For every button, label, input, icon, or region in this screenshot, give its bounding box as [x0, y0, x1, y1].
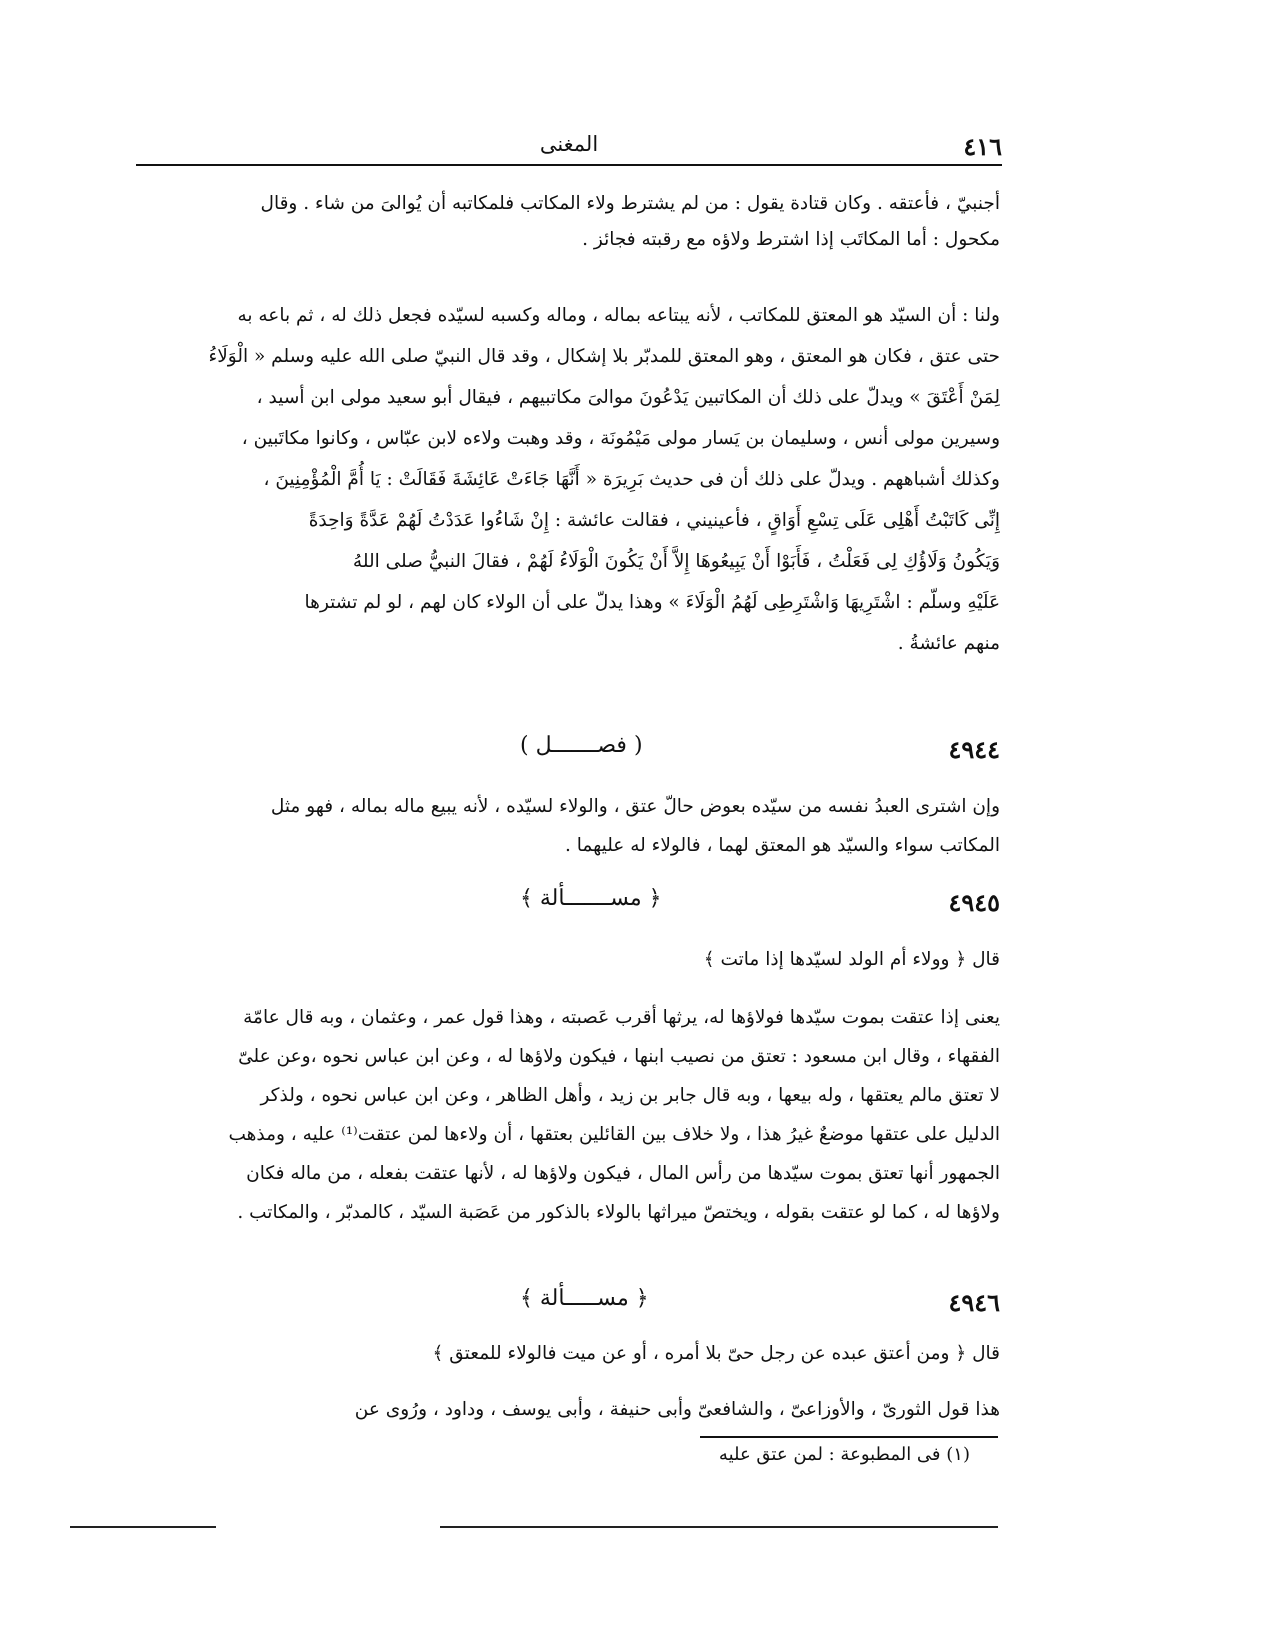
text-line: لا تعتق مالم يعتقها ، وله بيعها ، وبه قال جابر بن زيد ، وأهل الظاهر ، وعن ابن عباس نحوه ، ولذكر	[260, 1085, 1000, 1106]
text-line: الفقهاء ، وقال ابن مسعود : تعتق من نصيب ابنها ، فيكون ولاؤها له ، وعن ابن عباس نحوه ،وعن علىّ	[238, 1046, 1000, 1067]
section-heading	[140, 886, 1000, 926]
text-line: وكذلك أشباههم . ويدلّ على ذلك أن فى حديث بَرِيرَة « أَنَّهَا جَاءَتْ عَائِشَةَ فَقَالَتْ : يَا أُمَّ الْمُؤْمِنِينَ ،	[263, 469, 1000, 490]
page-header	[136, 132, 1002, 162]
text-line: لِمَنْ أَعْتَقَ » ويدلّ على ذلك أن المكاتبين يَدْعُونَ موالىَ مكاتبيهم ، فيقال أبو سعيد مولى ابن أسيد ،	[256, 387, 1000, 408]
bottom-rule-right	[440, 1526, 998, 1528]
paragraph	[140, 186, 1000, 258]
section-title: ﴿ مســـــــألة ﴾	[520, 886, 662, 911]
header-rule	[136, 164, 1002, 166]
text-line: هذا قول الثورىّ ، والأوزاعىّ ، والشافعىّ وأبى حنيفة ، وأبى يوسف ، وداود ، ورُوى عن	[354, 1399, 1000, 1420]
text-line: أجنبيّ ، فأعتقه . وكان قتادة يقول : من لم يشترط ولاء المكاتب فلمكاتبه أن يُوالىَ من شاء . وقال	[260, 193, 1000, 214]
page-number: ٤١٦	[963, 132, 1002, 161]
text-line: عَلَيْهِ وسلّم : اشْتَرِيهَا وَاشْتَرِطِى لَهُمُ الْوَلَاءَ » وهذا يدلّ على أن الولاء كان لهم ، لو لم تشترها	[304, 592, 1000, 613]
section-heading	[140, 733, 1000, 773]
text-line: المكاتب سواء والسيّد هو المعتق لهما ، فالولاء له عليهما .	[564, 835, 1000, 856]
text-line: وَيَكُونُ وَلَاؤُكِ لِى فَعَلْتُ ، فَأَبَوْا أَنْ يَبِيعُوهَا إِلاَّ أَنْ يَكُونَ الْوَلَاءُ لَهُمْ ، فقالَ النبيُّ صلى اللهُ	[352, 551, 1000, 572]
paragraph	[140, 1334, 1000, 1374]
paragraph	[140, 998, 1000, 1232]
text-line: قال ﴿ ومن أعتق عبده عن رجل حىّ بلا أمره ، أو عن ميت فالولاء للمعتق ﴾	[432, 1343, 1000, 1364]
paragraph	[140, 940, 1000, 980]
text-line: وسيرين مولى أنس ، وسليمان بن يَسار مولى مَيْمُونَة ، وقد وهبت ولاءه لابن عبّاس ، وكانوا مكاتَبين ،	[241, 428, 1000, 449]
paragraph	[140, 787, 1000, 865]
text-line: مكحول : أما المكاتَب إذا اشترط ولاؤه مع رقبته فجائز .	[582, 229, 1000, 250]
paragraph	[140, 1390, 1000, 1430]
text-line: قال ﴿ وولاء أم الولد لسيّدها إذا ماتت ﴾	[703, 949, 1000, 970]
text-line: وإن اشترى العبدُ نفسه من سيّده بعوض حالّ عتق ، والولاء لسيّده ، لأنه يبيع ماله بماله ، فهو مثل	[270, 796, 1000, 817]
text-line: الدليل على عتقها موضعٌ غيرُ هذا ، ولا خلاف بين القائلين بعتقها ، أن ولاءها لمن عتقت⁽¹⁾ عليه ، ومذهب	[228, 1124, 1000, 1145]
footnote: (١) فى المطبوعة : لمن عتق عليه	[718, 1444, 970, 1465]
text-line: حتى عتق ، فكان هو المعتق ، وهو المعتق للمدبّر بلا إشكال ، وقد قال النبيّ صلى الله عليه وسلم « الْوَلَاءُ	[208, 346, 1000, 367]
footnote-rule	[700, 1436, 998, 1438]
section-title: ﴿ مســـــألة ﴾	[520, 1286, 649, 1311]
text-line: ولنا : أن السيّد هو المعتق للمكاتب ، لأنه يبتاعه بماله ، وماله وكسبه لسيّده فجعل ذلك له ، ثم باعه به	[237, 305, 1000, 326]
running-title: المغنى	[539, 132, 599, 156]
text-line: الجمهور أنها تعتق بموت سيّدها من رأس المال ، فيكون ولاؤها له ، لأنها عتقت بفعله ، من ماله فكان	[246, 1163, 1000, 1184]
section-heading	[140, 1286, 1000, 1326]
text-line: يعنى إذا عتقت بموت سيّدها فولاؤها له، يرثها أقرب عَصبته ، وهذا قول عمر ، وعثمان ، وبه قال عامّة	[243, 1007, 1000, 1028]
text-line: منهم عائشةُ .	[897, 633, 1000, 654]
bottom-rule-left	[70, 1526, 216, 1528]
section-number: ٤٩٤٥	[948, 888, 1000, 917]
section-title: ( فصـــــــل )	[520, 733, 643, 758]
text-line: إِنِّى كَاتَبْتُ أَهْلِى عَلَى تِسْعِ أَوَاقٍ ، فأعينيني ، فقالت عائشة : إِنْ شَاءُوا عَدَدْتُ لَهُمْ عَدَّةً وَاحِدَةً	[308, 510, 1000, 531]
paragraph	[140, 295, 1000, 664]
section-number: ٤٩٤٤	[948, 735, 1000, 764]
text-line: ولاؤها له ، كما لو عتقت بقوله ، ويختصّ ميراثها بالولاء بالذكور من عَصَبة السيّد ، كالمدبّر ، والمكاتب .	[237, 1202, 1000, 1223]
section-number: ٤٩٤٦	[948, 1288, 1000, 1317]
